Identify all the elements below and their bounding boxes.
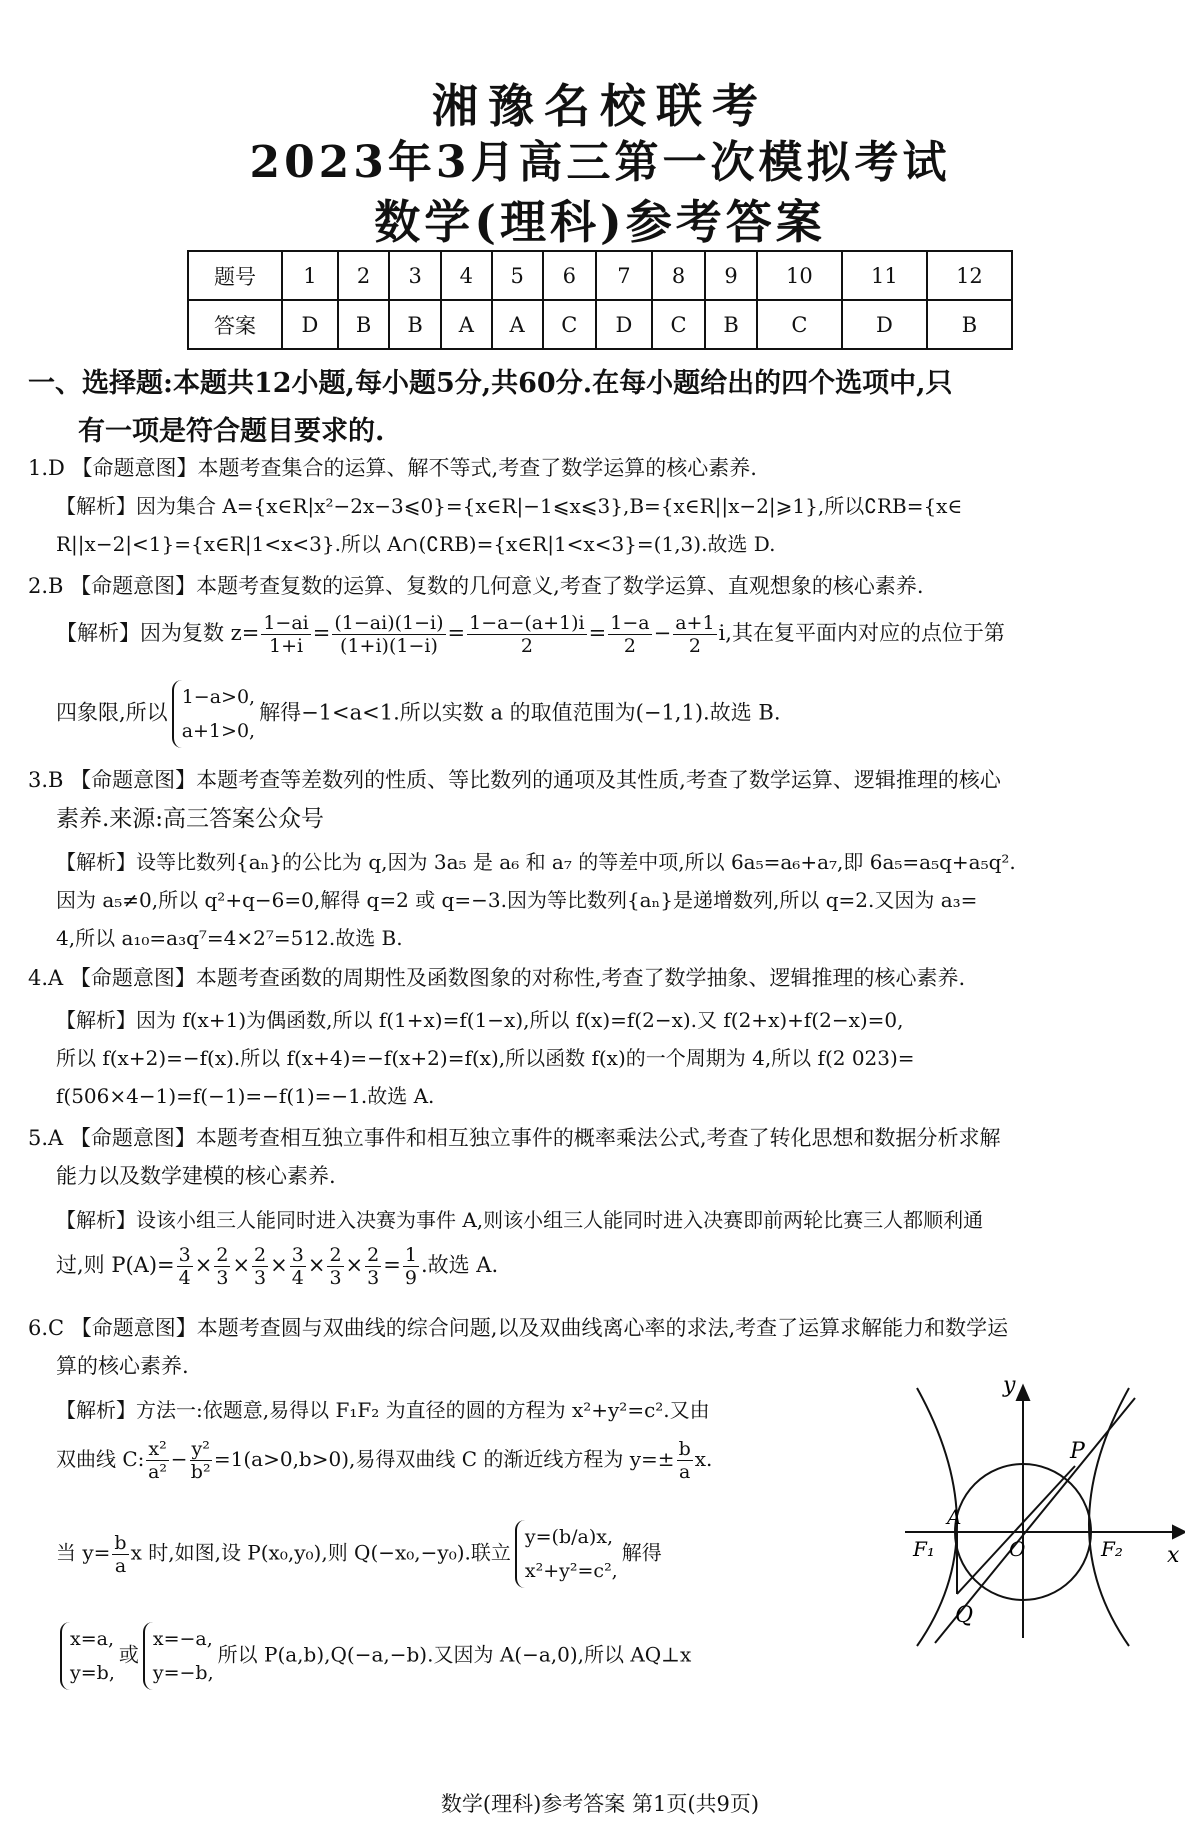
q3-solution-3: 4,所以 a₁₀=a₃q⁷=4×2⁷=512.故选 B. — [56, 926, 403, 950]
answer-cell: B — [389, 300, 441, 349]
q1-heading: 1.D 【命题意图】本题考查集合的运算、解不等式,考查了数学运算的核心素养. — [28, 456, 757, 480]
focus-F1-label: F₁ — [913, 1537, 935, 1561]
fraction: $\frac{1-a-(a+1)i}{2}$ — [469, 612, 585, 657]
q6-solution-1: 【解析】方法一:依题意,易得以 F₁F₂ 为直径的圆的方程为 x²+y²=c².又由 — [56, 1398, 710, 1422]
answer-cell: B — [927, 300, 1012, 349]
row-label-number: 题号 — [188, 251, 282, 300]
fraction: $\frac{1}{9}$ — [404, 1244, 417, 1289]
answer-cell: A — [492, 300, 543, 349]
q1-solution-1: 【解析】因为集合 A={x∈R|x²−2x−3⩽0}={x∈R|−1⩽x⩽3},B={x∈R||x−2|⩾1},所以∁RB={x∈ — [56, 494, 963, 518]
q4-heading: 4.A 【命题意图】本题考查函数的周期性及函数图象的对称性,考查了数学抽象、逻辑推理的核心素养. — [28, 966, 966, 990]
origin-label: O — [1009, 1537, 1026, 1561]
answer-cell: D — [282, 300, 338, 349]
point-A-label: A — [947, 1505, 962, 1529]
focus-F2-label: F₂ — [1101, 1537, 1123, 1561]
q5-heading-2: 能力以及数学建模的核心素养. — [56, 1164, 336, 1188]
answer-cell: C — [652, 300, 705, 349]
hyperbola-right-branch — [1089, 1388, 1129, 1646]
fraction: $\frac{3}{4}$ — [291, 1244, 304, 1289]
q1-solution-2: R||x−2|<1}={x∈R|1<x<3}.所以 A∩(∁RB)={x∈R|1<x<3}=(1,3).故选 D. — [56, 532, 776, 556]
equation-system: 1−a>0, a+1>0, — [172, 680, 255, 748]
q6-heading-2: 算的核心素养. — [56, 1354, 189, 1378]
page-footer: 数学(理科)参考答案 第1页(共9页) — [440, 1792, 760, 1816]
q4-solution-1: 【解析】因为 f(x+1)为偶函数,所以 f(1+x)=f(1−x),所以 f(x)=f(2−x).又 f(2+x)+f(2−x)=0, — [56, 1008, 904, 1032]
q5-solution-1: 【解析】设该小组三人能同时进入决赛为事件 A,则该小组三人能同时进入决赛即前两轮比赛三人都顺利通 — [56, 1208, 984, 1232]
q3-solution-2: 因为 a₅≠0,所以 q²+q−6=0,解得 q=2 或 q=−3.因为等比数列{aₙ}是递增数列,所以 q=2.又因为 a₃= — [56, 888, 978, 912]
q5-heading: 5.A 【命题意图】本题考查相互独立事件和相互独立事件的概率乘法公式,考查了转化思想和数据分析求解 — [28, 1126, 1001, 1150]
question-number-cell: 11 — [842, 251, 927, 300]
point-Q-label: Q — [955, 1603, 974, 1628]
fraction: $\frac{(1-ai)(1-i)}{(1+i)(1-i)}$ — [334, 612, 444, 657]
answer-cell: C — [543, 300, 596, 349]
q6-heading: 6.C 【命题意图】本题考查圆与双曲线的综合问题,以及双曲线离心率的求法,考查了运算求解能力和数学运 — [28, 1316, 1009, 1340]
exam-title-3: 数学(理科)参考答案 — [374, 195, 826, 249]
answer-cell: D — [596, 300, 652, 349]
q6-solution-3: 当 y= $\frac{b}{a}$ x 时,如图,设 P(x₀,y₀),则 Q(−x₀,−y₀).联立 y=(b/a)x, x²+y²=c², 解得 — [56, 1520, 662, 1588]
question-number-cell: 3 — [389, 251, 441, 300]
question-number-cell: 1 — [282, 251, 338, 300]
question-number-cell: 12 — [927, 251, 1012, 300]
fraction: $\frac{2}{3}$ — [329, 1244, 342, 1289]
q2-heading: 2.B 【命题意图】本题考查复数的运算、复数的几何意义,考查了数学运算、直观想象的核心素养. — [28, 574, 924, 598]
x-label: x — [1167, 1543, 1180, 1568]
fraction: $\frac{2}{3}$ — [216, 1244, 229, 1289]
fraction: $\frac{a+1}{2}$ — [675, 612, 715, 657]
question-number-cell: 9 — [705, 251, 757, 300]
q3-heading: 3.B 【命题意图】本题考查等差数列的性质、等比数列的通项及其性质,考查了数学运算、逻辑推理的核心 — [28, 768, 1001, 792]
x-axis-arrow — [1173, 1526, 1185, 1538]
question-number-cell: 4 — [441, 251, 492, 300]
q6-solution-2: 双曲线 C: $\frac{\text{x²}}{\text{a²}}$ − $\frac{\text{y²}}{\text{b²}}$ =1(a>0,b>0),易得双曲线 C 的渐近线方程为 y=± $\frac{b}{a}$ x. — [56, 1438, 713, 1483]
hyperbola-circle-figure — [905, 1378, 1185, 1648]
section-heading: 一、选择题:本题共12小题,每小题5分,共60分.在每小题给出的四个选项中,只 有一项是符合题目要求的. — [28, 368, 953, 447]
table-row-numbers — [188, 251, 1012, 300]
question-number-cell: 5 — [492, 251, 543, 300]
fraction: $\frac{1-ai}{1+i}$ — [263, 612, 309, 657]
y-axis-arrow — [1017, 1386, 1029, 1400]
q6-solution-4: x=a, y=b, 或 x=−a, y=−b, 所以 P(a,b),Q(−a,−b).又因为 A(−a,0),所以 AQ⊥x — [56, 1622, 691, 1690]
fraction: $\frac{2}{3}$ — [254, 1244, 267, 1289]
q3-source: 素养.来源:高三答案公众号 — [56, 806, 325, 832]
table-row-answers — [188, 300, 1012, 349]
exam-title-2: 2023年3月高三第一次模拟考试 — [249, 137, 951, 188]
answer-cell: C — [757, 300, 842, 349]
q4-solution-3: f(506×4−1)=f(−1)=−f(1)=−1.故选 A. — [56, 1084, 435, 1108]
answer-cell: B — [338, 300, 390, 349]
y-label: y — [1003, 1378, 1016, 1398]
question-number-cell: 6 — [543, 251, 596, 300]
question-number-cell: 8 — [652, 251, 705, 300]
row-label-answer: 答案 — [188, 300, 282, 349]
equation-system: y=(b/a)x, x²+y²=c², — [515, 1520, 618, 1588]
answer-cell: D — [842, 300, 927, 349]
fraction: $\frac{1-a}{2}$ — [610, 612, 650, 657]
question-number-cell: 2 — [338, 251, 390, 300]
question-number-cell: 7 — [596, 251, 652, 300]
q2-solution-1: 【解析】因为复数 z= $\frac{1-ai}{1+i}$ = $\frac{(1-ai)(1-i)}{(1+i)(1-i)}$ = $\frac{1-a-(a+1)i}{2}$ = $\frac{1-a}{2}$ − $\frac{a+1}{2}$ i,其在复平面内对应的点位于第 — [56, 612, 1005, 657]
exam-title-1: 湘豫名校联考 — [432, 79, 768, 133]
fraction: $\frac{2}{3}$ — [367, 1244, 380, 1289]
fraction: $\frac{3}{4}$ — [178, 1244, 191, 1289]
q4-solution-2: 所以 f(x+2)=−f(x).所以 f(x+4)=−f(x+2)=f(x),所以函数 f(x)的一个周期为 4,所以 f(2 023)= — [56, 1046, 915, 1070]
answer-cell: A — [441, 300, 492, 349]
answer-cell: B — [705, 300, 757, 349]
answer-table — [187, 250, 1013, 350]
q3-solution-1: 【解析】设等比数列{aₙ}的公比为 q,因为 3a₅ 是 a₆ 和 a₇ 的等差中项,所以 6a₅=a₆+a₇,即 6a₅=a₅q+a₅q². — [56, 850, 1016, 874]
q5-solution-2: 过,则 P(A)= $\frac{3}{4}$ × $\frac{2}{3}$ × $\frac{2}{3}$ × $\frac{3}{4}$ × $\frac{2}{3}$ × $\frac{2}{3}$ = $\frac{1}{9}$ .故选 A. — [56, 1244, 499, 1289]
point-P-label: P — [1070, 1439, 1085, 1464]
q2-solution-2: 四象限,所以 1−a>0, a+1>0, 解得−1<a<1.所以实数 a 的取值范围为(−1,1).故选 B. — [56, 680, 781, 748]
question-number-cell: 10 — [757, 251, 842, 300]
